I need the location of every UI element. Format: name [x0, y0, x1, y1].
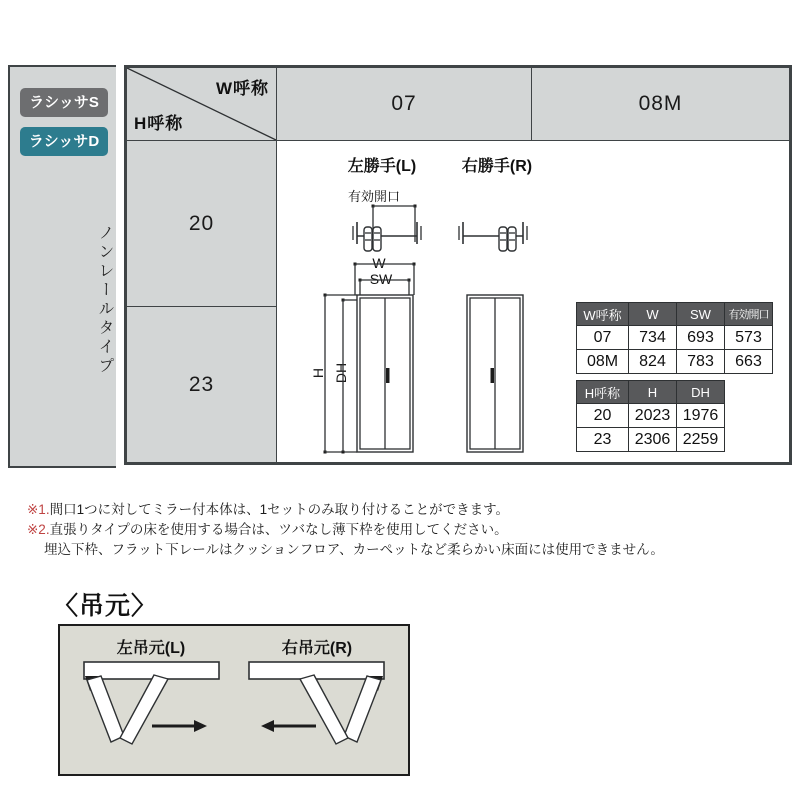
elevation-views	[310, 248, 540, 470]
w-row07-opening: 573	[725, 326, 773, 350]
w-table-header-sw: SW	[677, 303, 725, 326]
h-row20-dh: 1976	[677, 404, 725, 428]
w-table-header-w: W	[629, 303, 677, 326]
right-hand-label: 右勝手(R)	[461, 158, 533, 175]
right-hanging-label: 右吊元(R)	[281, 640, 353, 657]
series-badge-lasissa-d: ラシッサD	[20, 127, 108, 156]
sw-dim-label: SW	[367, 272, 396, 286]
note-text: 埋込下枠、フラット下レールはクッションフロア、カーペットなど柔らかい床面には使用できません。	[44, 542, 664, 557]
note-text: 直張りタイプの床を使用する場合は、ツバなし薄下枠を使用してください。	[49, 522, 508, 537]
series-sidebar	[8, 65, 116, 468]
effective-opening-label: 有効開口	[347, 189, 401, 204]
note-text: 間口1つに対してミラー付本体は、1セットのみ取り付けることができます。	[49, 502, 510, 517]
note-line	[27, 520, 767, 540]
footnotes	[27, 500, 767, 560]
note-line	[27, 500, 767, 520]
column-header-08m: 08M	[531, 67, 790, 141]
h-row20-name: 20	[577, 404, 629, 428]
note-marker: ※1.	[27, 502, 50, 517]
h-table-header-h: H	[629, 381, 677, 404]
matrix-corner-cell	[126, 67, 277, 141]
hanging-side-title: 〈吊元〉	[53, 592, 158, 620]
w-row08m-name: 08M	[577, 350, 629, 374]
rail-type-label: ノンレールタイプ	[96, 224, 113, 376]
w-dim-label: W	[369, 256, 388, 270]
hanging-side-diagram	[60, 626, 408, 774]
h-name-header: H呼称	[134, 114, 184, 133]
w-row08m-opening: 663	[725, 350, 773, 374]
note-line	[27, 540, 767, 560]
w-row08m-w: 824	[629, 350, 677, 374]
row-header-20: 20	[126, 140, 277, 307]
width-spec-table	[576, 302, 773, 374]
w-name-header: W呼称	[215, 79, 269, 98]
w-row07-sw: 693	[677, 326, 725, 350]
column-header-07: 07	[276, 67, 532, 141]
w-table-header-opening: 有効開口	[725, 303, 773, 326]
h-row23-name: 23	[577, 428, 629, 452]
w-row07-name: 07	[577, 326, 629, 350]
w-row07-w: 734	[629, 326, 677, 350]
table-row	[577, 326, 773, 350]
h-table-header-dh: DH	[677, 381, 725, 404]
row-header-23: 23	[126, 306, 277, 463]
w-table-header-name: W呼称	[577, 303, 629, 326]
left-hanging-label: 左吊元(L)	[116, 640, 186, 657]
table-row	[577, 350, 773, 374]
table-header-row	[577, 381, 725, 404]
table-row	[577, 404, 725, 428]
dh-dim-label: DH	[334, 360, 348, 386]
table-row	[577, 428, 725, 452]
hanging-side-box	[58, 624, 410, 776]
note-marker: ※2.	[27, 522, 50, 537]
h-table-header-name: H呼称	[577, 381, 629, 404]
left-hand-label: 左勝手(L)	[347, 158, 417, 175]
height-spec-table	[576, 380, 725, 452]
h-row20-h: 2023	[629, 404, 677, 428]
series-badge-lasissa-s: ラシッサS	[20, 88, 108, 117]
h-row23-h: 2306	[629, 428, 677, 452]
h-row23-dh: 2259	[677, 428, 725, 452]
w-row08m-sw: 783	[677, 350, 725, 374]
table-header-row	[577, 303, 773, 326]
h-dim-label: H	[311, 365, 325, 381]
